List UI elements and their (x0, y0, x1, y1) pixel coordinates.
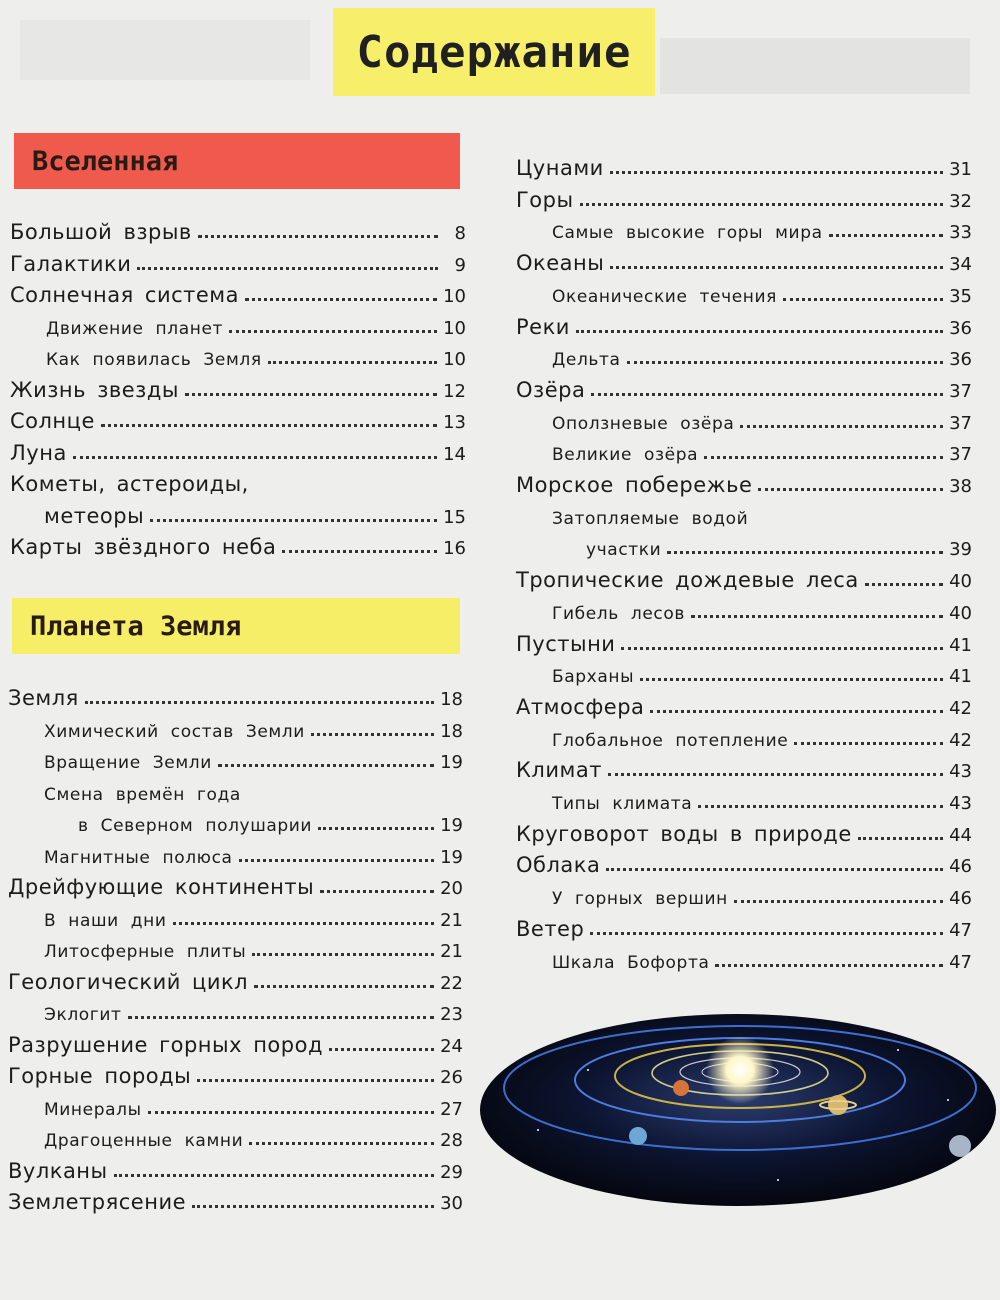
toc-entry (44, 712, 463, 742)
toc-entry-page: 43 (949, 793, 972, 814)
toc-entry-title: Большой взрыв (10, 220, 192, 244)
toc-entry-title: Магнитные полюса (44, 847, 233, 868)
toc-entry-page: 33 (949, 222, 972, 244)
toc-entry-page: 37 (949, 380, 972, 402)
dot-leader (185, 393, 437, 396)
toc-entry-page: 14 (443, 443, 466, 465)
toc-entry (44, 498, 466, 528)
toc-entry-page: 19 (440, 752, 463, 773)
toc-entry (552, 340, 972, 370)
dot-leader (608, 773, 943, 776)
toc-entry (516, 752, 972, 782)
toc-entry (10, 372, 466, 402)
toc-entry (552, 277, 972, 307)
toc-entry (516, 372, 972, 402)
star (897, 1049, 899, 1051)
toc-entry-title: Вращение Земли (44, 753, 212, 773)
toc-entry (552, 404, 972, 434)
toc-entry (44, 995, 463, 1025)
toc-entry-page: 20 (440, 878, 463, 899)
toc-entry-page: 40 (949, 602, 972, 624)
toc-entry (10, 277, 466, 307)
toc-entry-title: Океаны (516, 251, 605, 276)
toc-entry-page: 42 (949, 697, 972, 719)
dot-leader (591, 393, 943, 396)
dot-leader (137, 267, 438, 270)
toc-entry-title: Литосферные плиты (44, 942, 247, 962)
dot-leader (148, 1111, 435, 1114)
toc-entry (8, 964, 463, 994)
planet-uranus-icon (629, 1127, 647, 1145)
toc-entry-title: Озёра (516, 377, 586, 402)
dot-leader (704, 456, 943, 459)
toc-entry-title: Химический состав Земли (44, 721, 305, 742)
toc-entry-title: Дельта (552, 350, 621, 371)
toc-entry-title: Оползневые озёра (552, 413, 735, 434)
toc-entry (10, 403, 466, 433)
dot-leader (610, 171, 943, 174)
toc-entry-page: 18 (440, 720, 463, 742)
dot-leader (740, 425, 943, 428)
toc-entry (552, 435, 972, 465)
toc-entry (44, 901, 463, 931)
toc-entry-title: Минералы (44, 1099, 142, 1120)
dot-leader (249, 1142, 434, 1145)
toc-entry-title: Землетрясение (8, 1190, 187, 1214)
toc-entry-page: 16 (443, 538, 466, 559)
dot-leader (794, 742, 943, 745)
toc-entry-page: 13 (443, 412, 466, 433)
toc-entry-title: Великие озёра (552, 445, 699, 466)
toc-entry-page: 46 (949, 856, 972, 878)
dot-leader (197, 1079, 434, 1082)
toc-entry (552, 721, 972, 751)
toc-entry (10, 529, 466, 559)
dot-leader (667, 551, 943, 554)
toc-entry (10, 246, 466, 276)
dot-leader (318, 827, 434, 830)
dot-leader (245, 298, 437, 301)
dot-leader (734, 900, 943, 903)
toc-entry-page: 43 (949, 761, 972, 783)
dot-leader (650, 710, 943, 713)
toc-entry (44, 743, 463, 773)
background-shadow (20, 20, 310, 80)
toc-entry-page: 19 (440, 815, 463, 836)
dot-leader (150, 519, 437, 522)
planet-neptune-icon (949, 1135, 971, 1157)
toc-entry-page: 22 (440, 972, 463, 994)
dot-leader (858, 837, 943, 840)
planet-mars-icon (673, 1080, 689, 1096)
dot-leader (758, 488, 943, 491)
toc-entry-title: Горы (516, 187, 574, 212)
toc-entry (516, 689, 972, 719)
toc-entry-title: Карты звёздного неба (10, 535, 277, 559)
toc-entry (44, 932, 463, 962)
toc-entry-page: 40 (949, 571, 972, 593)
toc-entry-title: метеоры (44, 503, 145, 528)
toc-entry-title: Тропические дождевые леса (516, 568, 859, 593)
dot-leader (606, 868, 943, 871)
toc-entry-title: Эклогит (44, 1005, 122, 1025)
toc-entry-title: Круговорот воды в природе (516, 821, 852, 846)
toc-entry (586, 530, 972, 560)
toc-entry-page: 29 (440, 1161, 463, 1183)
toc-entry (552, 594, 972, 624)
toc-entry-page: 34 (949, 254, 972, 276)
toc-entry-title: в Северном полушарии (78, 816, 313, 836)
toc-entry-title: участки (586, 540, 662, 561)
dot-leader (627, 361, 944, 364)
toc-entry-title: Пустыни (516, 631, 616, 656)
toc-entry-title: Шкала Бофорта (552, 952, 710, 973)
toc-entry (552, 879, 972, 909)
toc-entry-page: 26 (440, 1067, 463, 1088)
dot-leader (576, 330, 943, 333)
toc-entry-title: Движение планет (46, 318, 224, 339)
dot-leader (311, 733, 434, 736)
dot-leader (691, 615, 943, 618)
toc-entry-page: 47 (949, 919, 972, 941)
dot-leader (268, 361, 437, 364)
dot-leader (73, 456, 437, 459)
dot-leader (252, 953, 434, 956)
toc-entry (10, 466, 466, 496)
toc-entry-title: В наши дни (44, 910, 167, 931)
toc-entry (552, 943, 972, 973)
toc-entry-page: 47 (949, 951, 972, 973)
dot-leader (783, 298, 943, 301)
dot-leader (610, 266, 943, 269)
toc-entry (8, 869, 463, 899)
toc-entry-page: 18 (440, 689, 463, 710)
toc-entry-page: 44 (949, 824, 972, 846)
toc-entry-title: Смена времён года (44, 784, 241, 805)
toc-entry-title: Морское побережье (516, 473, 753, 497)
dot-leader (254, 985, 434, 988)
toc-entry-title: Океанические течения (552, 286, 777, 307)
page-title: Содержание (356, 26, 632, 78)
toc-entry-title: Климат (516, 758, 602, 783)
toc-entry-title: Вулканы (8, 1158, 108, 1183)
toc-entry (516, 911, 972, 941)
dot-leader (829, 234, 943, 237)
toc-entry-page: 36 (949, 349, 972, 371)
dot-leader (621, 647, 943, 650)
toc-entry-title: Кометы, астероиды, (10, 472, 249, 496)
toc-entry-page: 38 (949, 476, 972, 497)
toc-entry (552, 657, 972, 687)
toc-entry-page: 41 (949, 634, 972, 656)
toc-entry (44, 775, 463, 805)
toc-entry-title: Ветер (516, 916, 585, 941)
toc-entry-title: Дрейфующие континенты (8, 875, 315, 899)
planet-saturn-icon (828, 1095, 848, 1115)
dot-leader (590, 932, 943, 935)
toc-entry-title: Разрушение горных пород (8, 1032, 323, 1057)
toc-entry-title: Глобальное потепление (552, 730, 789, 751)
section-header-universe (14, 133, 460, 189)
dot-leader (128, 1016, 435, 1019)
toc-entry-page: 10 (443, 349, 466, 370)
background-shadow (660, 38, 970, 94)
section-title-universe: Вселенная (32, 145, 179, 177)
dot-leader (229, 330, 437, 333)
dot-leader (218, 764, 434, 767)
toc-entry-title: Гибель лесов (552, 603, 685, 624)
toc-entry (46, 340, 466, 370)
dot-leader (865, 583, 943, 586)
dot-leader (192, 1205, 434, 1208)
toc-entry-page: 39 (949, 539, 972, 561)
toc-entry-title: Солнце (10, 409, 95, 433)
toc-entry (46, 309, 466, 339)
toc-entry-page: 10 (443, 317, 466, 339)
toc-entry-page: 24 (440, 1035, 463, 1057)
dot-leader (580, 203, 944, 206)
dot-leader (114, 1174, 434, 1177)
sun-icon (706, 1036, 774, 1104)
dot-leader (173, 922, 435, 925)
toc-entry-page: 31 (949, 159, 972, 180)
toc-entry (552, 499, 972, 529)
toc-entry (8, 680, 463, 710)
toc-entry-page: 8 (454, 223, 466, 244)
toc-entry-page: 12 (443, 380, 466, 402)
toc-entry (8, 1184, 463, 1214)
toc-entry (44, 1121, 463, 1151)
toc-entry (552, 784, 972, 814)
toc-entry-title: Самые высокие горы мира (552, 223, 823, 244)
toc-entry-page: 23 (440, 1004, 463, 1025)
section-header-earth (12, 598, 460, 654)
toc-entry-title: Земля (8, 686, 79, 710)
toc-entry (516, 562, 972, 592)
toc-entry-page: 36 (949, 317, 972, 339)
toc-entry-title: Реки (516, 314, 570, 339)
dot-leader (239, 859, 435, 862)
toc-entry (8, 1058, 463, 1088)
toc-entry-title: Облака (516, 853, 601, 878)
section-title-earth: Планета Земля (30, 610, 242, 642)
dot-leader (198, 235, 438, 238)
toc-entry-page: 32 (949, 190, 972, 212)
toc-entry-page: 21 (440, 909, 463, 931)
toc-entry-page: 41 (949, 666, 972, 688)
toc-entry-title: Галактики (10, 251, 132, 276)
dot-leader (715, 964, 943, 967)
toc-entry-page: 9 (454, 254, 466, 276)
dot-leader (698, 805, 943, 808)
dot-leader (640, 678, 943, 681)
toc-entry-page: 42 (949, 729, 972, 751)
toc-entry (8, 1153, 463, 1183)
toc-entry-title: Геологический цикл (8, 969, 249, 994)
toc-entry-page: 15 (443, 506, 466, 528)
dot-leader (329, 1048, 434, 1051)
toc-entry-title: У горных вершин (552, 889, 728, 910)
toc-entry (516, 309, 972, 339)
toc-entry (516, 626, 972, 656)
toc-entry (516, 150, 972, 180)
toc-entry-title: Как появилась Земля (46, 350, 262, 370)
toc-entry-title: Луна (10, 440, 67, 465)
toc-entry-page: 37 (949, 444, 972, 466)
toc-entry-title: Драгоценные камни (44, 1131, 244, 1151)
toc-entry (516, 182, 972, 212)
toc-entry (10, 214, 466, 244)
toc-entry-title: Жизнь звезды (10, 377, 179, 402)
toc-entry-title: Барханы (552, 667, 635, 688)
solar-system-illustration (478, 1010, 998, 1210)
toc-entry (516, 467, 972, 497)
dot-leader (282, 550, 437, 553)
toc-entry-title: Горные породы (8, 1064, 192, 1088)
dot-leader (85, 701, 434, 704)
toc-entry-page: 28 (440, 1130, 463, 1151)
toc-entry (516, 245, 972, 275)
toc-entry (516, 816, 972, 846)
toc-entry-page: 27 (440, 1098, 463, 1120)
toc-entry-page: 30 (440, 1193, 463, 1214)
toc-entry-page: 35 (949, 285, 972, 307)
toc-entry (516, 847, 972, 877)
toc-entry (552, 213, 972, 243)
toc-entry-title: Затопляемые водой (552, 508, 749, 529)
toc-entry (8, 1027, 463, 1057)
star (587, 1069, 589, 1071)
toc-entry (44, 838, 463, 868)
star (777, 1179, 779, 1181)
toc-entry-title: Цунами (516, 156, 604, 180)
toc-entry (10, 435, 466, 465)
toc-entry-title: Атмосфера (516, 694, 645, 719)
toc-entry-title: Типы климата (552, 794, 693, 814)
toc-entry-page: 10 (443, 286, 466, 307)
toc-entry-page: 21 (440, 941, 463, 962)
toc-entry-page: 37 (949, 412, 972, 434)
toc-entry (44, 1090, 463, 1120)
dot-leader (320, 890, 434, 893)
star (537, 1129, 539, 1131)
toc-entry (78, 806, 463, 836)
dot-leader (101, 424, 437, 427)
page-title-box (333, 8, 655, 96)
toc-entry-title: Солнечная система (10, 283, 240, 307)
star (947, 1099, 949, 1101)
toc-entry-page: 46 (949, 888, 972, 910)
toc-entry-page: 19 (440, 846, 463, 868)
